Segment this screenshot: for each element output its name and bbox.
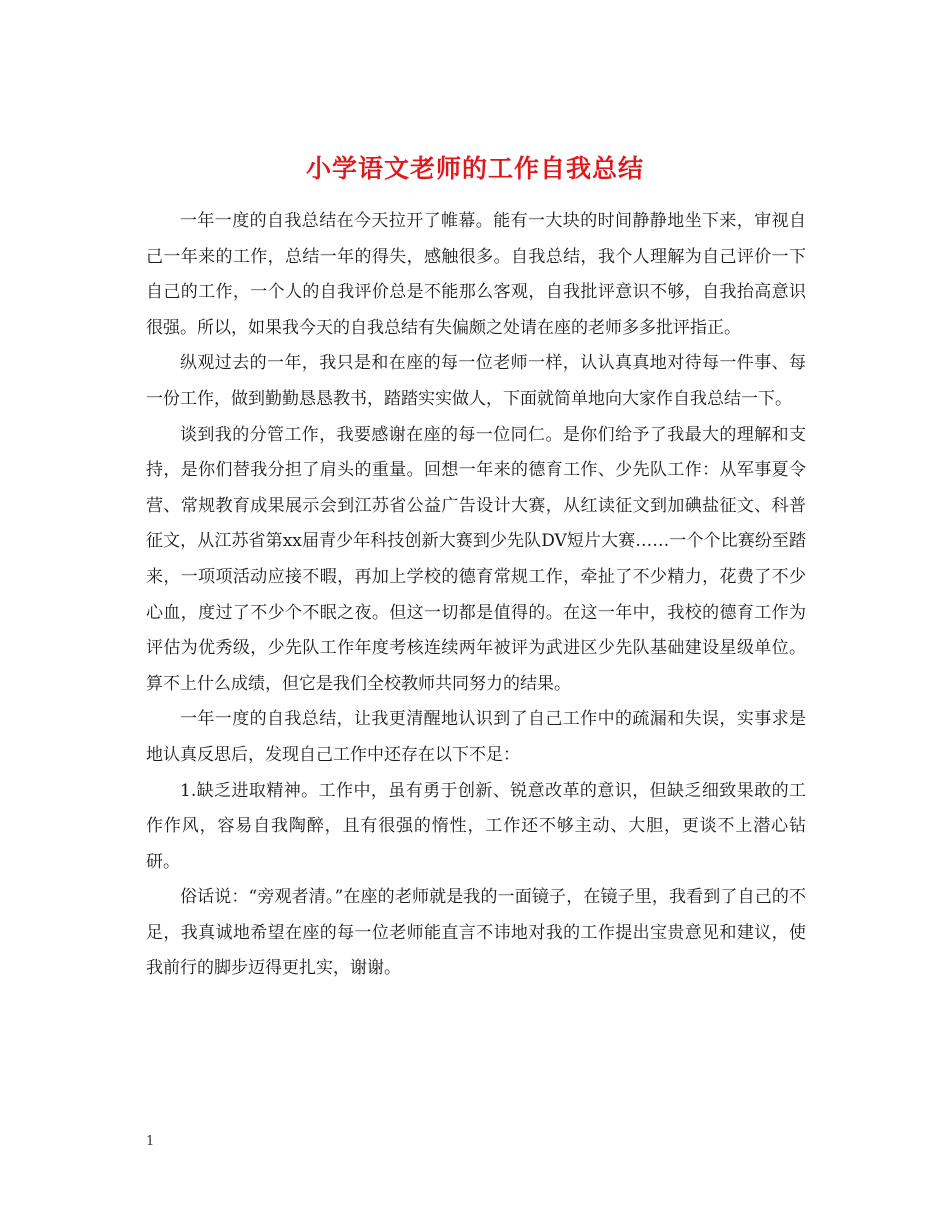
document-body [146, 204, 806, 987]
paragraph-closing: 俗话说：“旁观者清。”在座的老师就是我的一面镜子，在镜子里，我看到了自己的不足，我真诚地希望在座的每一位老师能直言不讳地对我的工作提出宝贵意见和建议，使我前行的脚步迈得更扎实，谢谢。 [146, 887, 806, 979]
paragraph-reflection: 一年一度的自我总结，让我更清醒地认识到了自己工作中的疏漏和失误，实事求是地认真反思后，发现自己工作中还存在以下不足： [146, 709, 806, 765]
paragraph-overview: 纵观过去的一年，我只是和在座的每一位老师一样，认认真真地对待每一件事、每一份工作，做到勤勤恳恳教书，踏踏实实做人，下面就简单地向大家作自我总结一下。 [146, 353, 806, 409]
paragraph-shortcoming-1: 1.缺乏进取精神。工作中，虽有勇于创新、锐意改革的意识，但缺乏细致果敢的工作作风，容易自我陶醉，且有很强的惰性，工作还不够主动、大胆，更谈不上潜心钻研。 [146, 780, 806, 872]
document-title: 小学语文老师的工作自我总结 [305, 153, 644, 183]
paragraph-intro: 一年一度的自我总结在今天拉开了帷幕。能有一大块的时间静静地坐下来，审视自己一年来的工作，总结一年的得失，感触很多。自我总结，我个人理解为自己评价一下自己的工作，一个人的自我评价总是不能那么客观，自我批评意识不够，自我抬高意识很强。所以，如果我今天的自我总结有失偏颇之处请在座的老师多多批评指正。 [146, 211, 806, 338]
page-number: 1 [146, 1134, 155, 1149]
paragraph-work: 谈到我的分管工作，我要感谢在座的每一位同仁。是你们给予了我最大的理解和支持，是你们替我分担了肩头的重量。回想一年来的德育工作、少先队工作：从军事夏令营、常规教育成果展示会到江苏省公益广告设计大赛，从红读征文到加碘盐征文、科普征文，从江苏省第xx届青少年科技创新大赛到少先队DV短片大赛……一个个比赛纷至踏来，一项项活动应接不暇，再加上学校的德育常规工作，牵扯了不少精力，花费了不少心血，度过了不少个不眠之夜。但这一切都是值得的。在这一年中，我校的德育工作为评估为优秀级，少先队工作年度考核连续两年被评为武进区少先队基础建设星级单位。算不上什么成绩，但它是我们全校教师共同努力的结果。 [146, 424, 806, 694]
